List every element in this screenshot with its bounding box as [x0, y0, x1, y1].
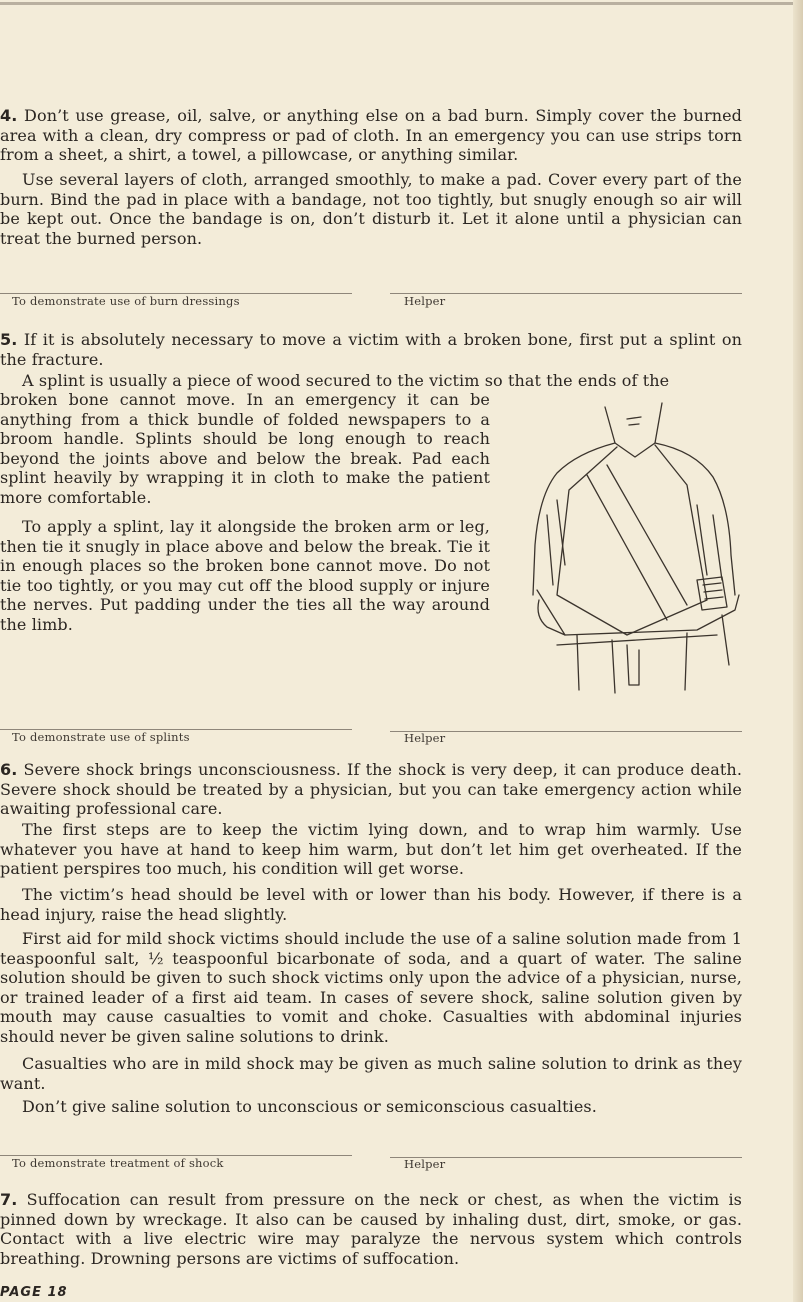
section-4-paragraph-1 [0, 106, 742, 165]
arm-sling-drawing [517, 395, 747, 700]
section-7-number: 7. [0, 1190, 18, 1209]
right-shoulder-outline [655, 443, 735, 595]
section-6-paragraph-4: First aid for mild shock victims should include the use of a saline solution made from 1 teaspoonful salt, ½ teaspoonful bicarbonate of soda, and a quart of water. The saline solution should be given to such shock victims only upon the advice of a physician, nurse, or trained leader of a first aid team. In cases of severe shock, saline solution given by mouth may cause casualties to vomit and choke. Casualties with abdominal injuries should never be given saline solutions to drink. [0, 929, 742, 1046]
section-6-paragraph-3: The victim’s head should be level with or lower than his body. However, if there is a head injury, raise the head slightly. [0, 885, 742, 924]
section-7-text-1: Suffocation can result from pressure on the neck or chest, as when the victim is pinned down by wreckage. It also can be caused by inhaling dust, dirt, smoke, or gas. Contact with a live electric wire may paralyze the nervous system which controls breathing. Drowning persons are victims of suffocation. [0, 1190, 742, 1268]
helper-label-burn: Helper [404, 294, 446, 308]
section-6-paragraph-5: Casualties who are in mild shock may be given as much saline solution to drink as they want. [0, 1054, 742, 1093]
sling-outline [557, 445, 707, 635]
section-5-paragraph-1 [0, 330, 742, 369]
neck-outline [605, 403, 662, 457]
helper-label-splints: Helper [404, 731, 446, 745]
section-6-paragraph-1 [0, 760, 742, 819]
arm-sling-illustration [517, 395, 747, 700]
signature-label-splints: To demonstrate use of splints [12, 730, 190, 744]
belt-line [557, 635, 717, 645]
left-shoulder-outline [533, 443, 615, 595]
section-4-text-1: Don’t use grease, oil, salve, or anything else on a bad burn. Simply cover the burned area with a clean, dry compress or pad of cloth. In an emergency you can use strips torn from a sheet, a shirt, a towel, a pillowcase, or anything similar. [0, 106, 743, 164]
section-6-paragraph-2: The first steps are to keep the victim lying down, and to wrap him warmly. Use whatever you have at hand to keep him warm, but don’t let him get overheated. If the patient perspires too much, his condition will get worse. [0, 820, 742, 878]
signature-label-shock: To demonstrate treatment of shock [12, 1156, 224, 1170]
section-6-number: 6. [0, 760, 18, 779]
section-4-paragraph-2: Use several layers of cloth, arranged smoothly, to make a pad. Cover every part of the burn. Bind the pad in place with a bandage, not too tightly, but snugly enough so air will be kept out. Once the bandage is on, don’t disturb it. Let it alone until a physician can treat the burned person. [0, 170, 742, 248]
page-right-edge [793, 0, 803, 1302]
section-5-paragraph-3: To apply a splint, lay it alongside the broken arm or leg, then tie it snugly in place above and below the break. Tie it in enough places so the broken bone cannot move. Do not tie too tightly, or you may cut off the blood supply or injure the nerves. Put padding under the ties all the way around the limb. [0, 517, 490, 634]
wrapped-hand [697, 577, 727, 610]
section-7-paragraph-1 [0, 1190, 742, 1268]
sling-folds [587, 465, 687, 620]
section-6-paragraph-6: Don’t give saline solution to unconscious or semiconscious casualties. [22, 1097, 597, 1116]
collar-marks [627, 417, 641, 425]
page-number: PAGE 18 [0, 1285, 68, 1300]
page-top-edge [0, 2, 803, 5]
section-5-number: 5. [0, 330, 18, 349]
section-5-paragraph-2-rest: broken bone cannot move. In an emergency it can be anything from a thick bundle of folded newspapers to a broom handle. Splints should be long enough to reach beyond the joints above and below the break. Pad each splint heavily by wrapping it in cloth to make the patient more comfortable. [0, 390, 490, 507]
lower-torso-lines [577, 615, 729, 693]
signature-label-burn: To demonstrate use of burn dressings [12, 294, 240, 308]
forearm-outline [537, 590, 739, 635]
hand-left [538, 600, 565, 635]
helper-label-shock: Helper [404, 1157, 446, 1171]
section-5-paragraph-2-line-1: A splint is usually a piece of wood secured to the victim so that the ends of the [22, 371, 670, 390]
section-5-text-1: If it is absolutely necessary to move a victim with a broken bone, first put a splint on the fracture. [0, 330, 742, 369]
shirt-pocket [627, 645, 639, 685]
section-6-text-1: Severe shock brings unconsciousness. If the shock is very deep, it can produce death. Severe shock should be treated by a physician, but you can take emergency action while awaiting professional care. [0, 760, 743, 818]
section-4-number: 4. [0, 106, 18, 125]
